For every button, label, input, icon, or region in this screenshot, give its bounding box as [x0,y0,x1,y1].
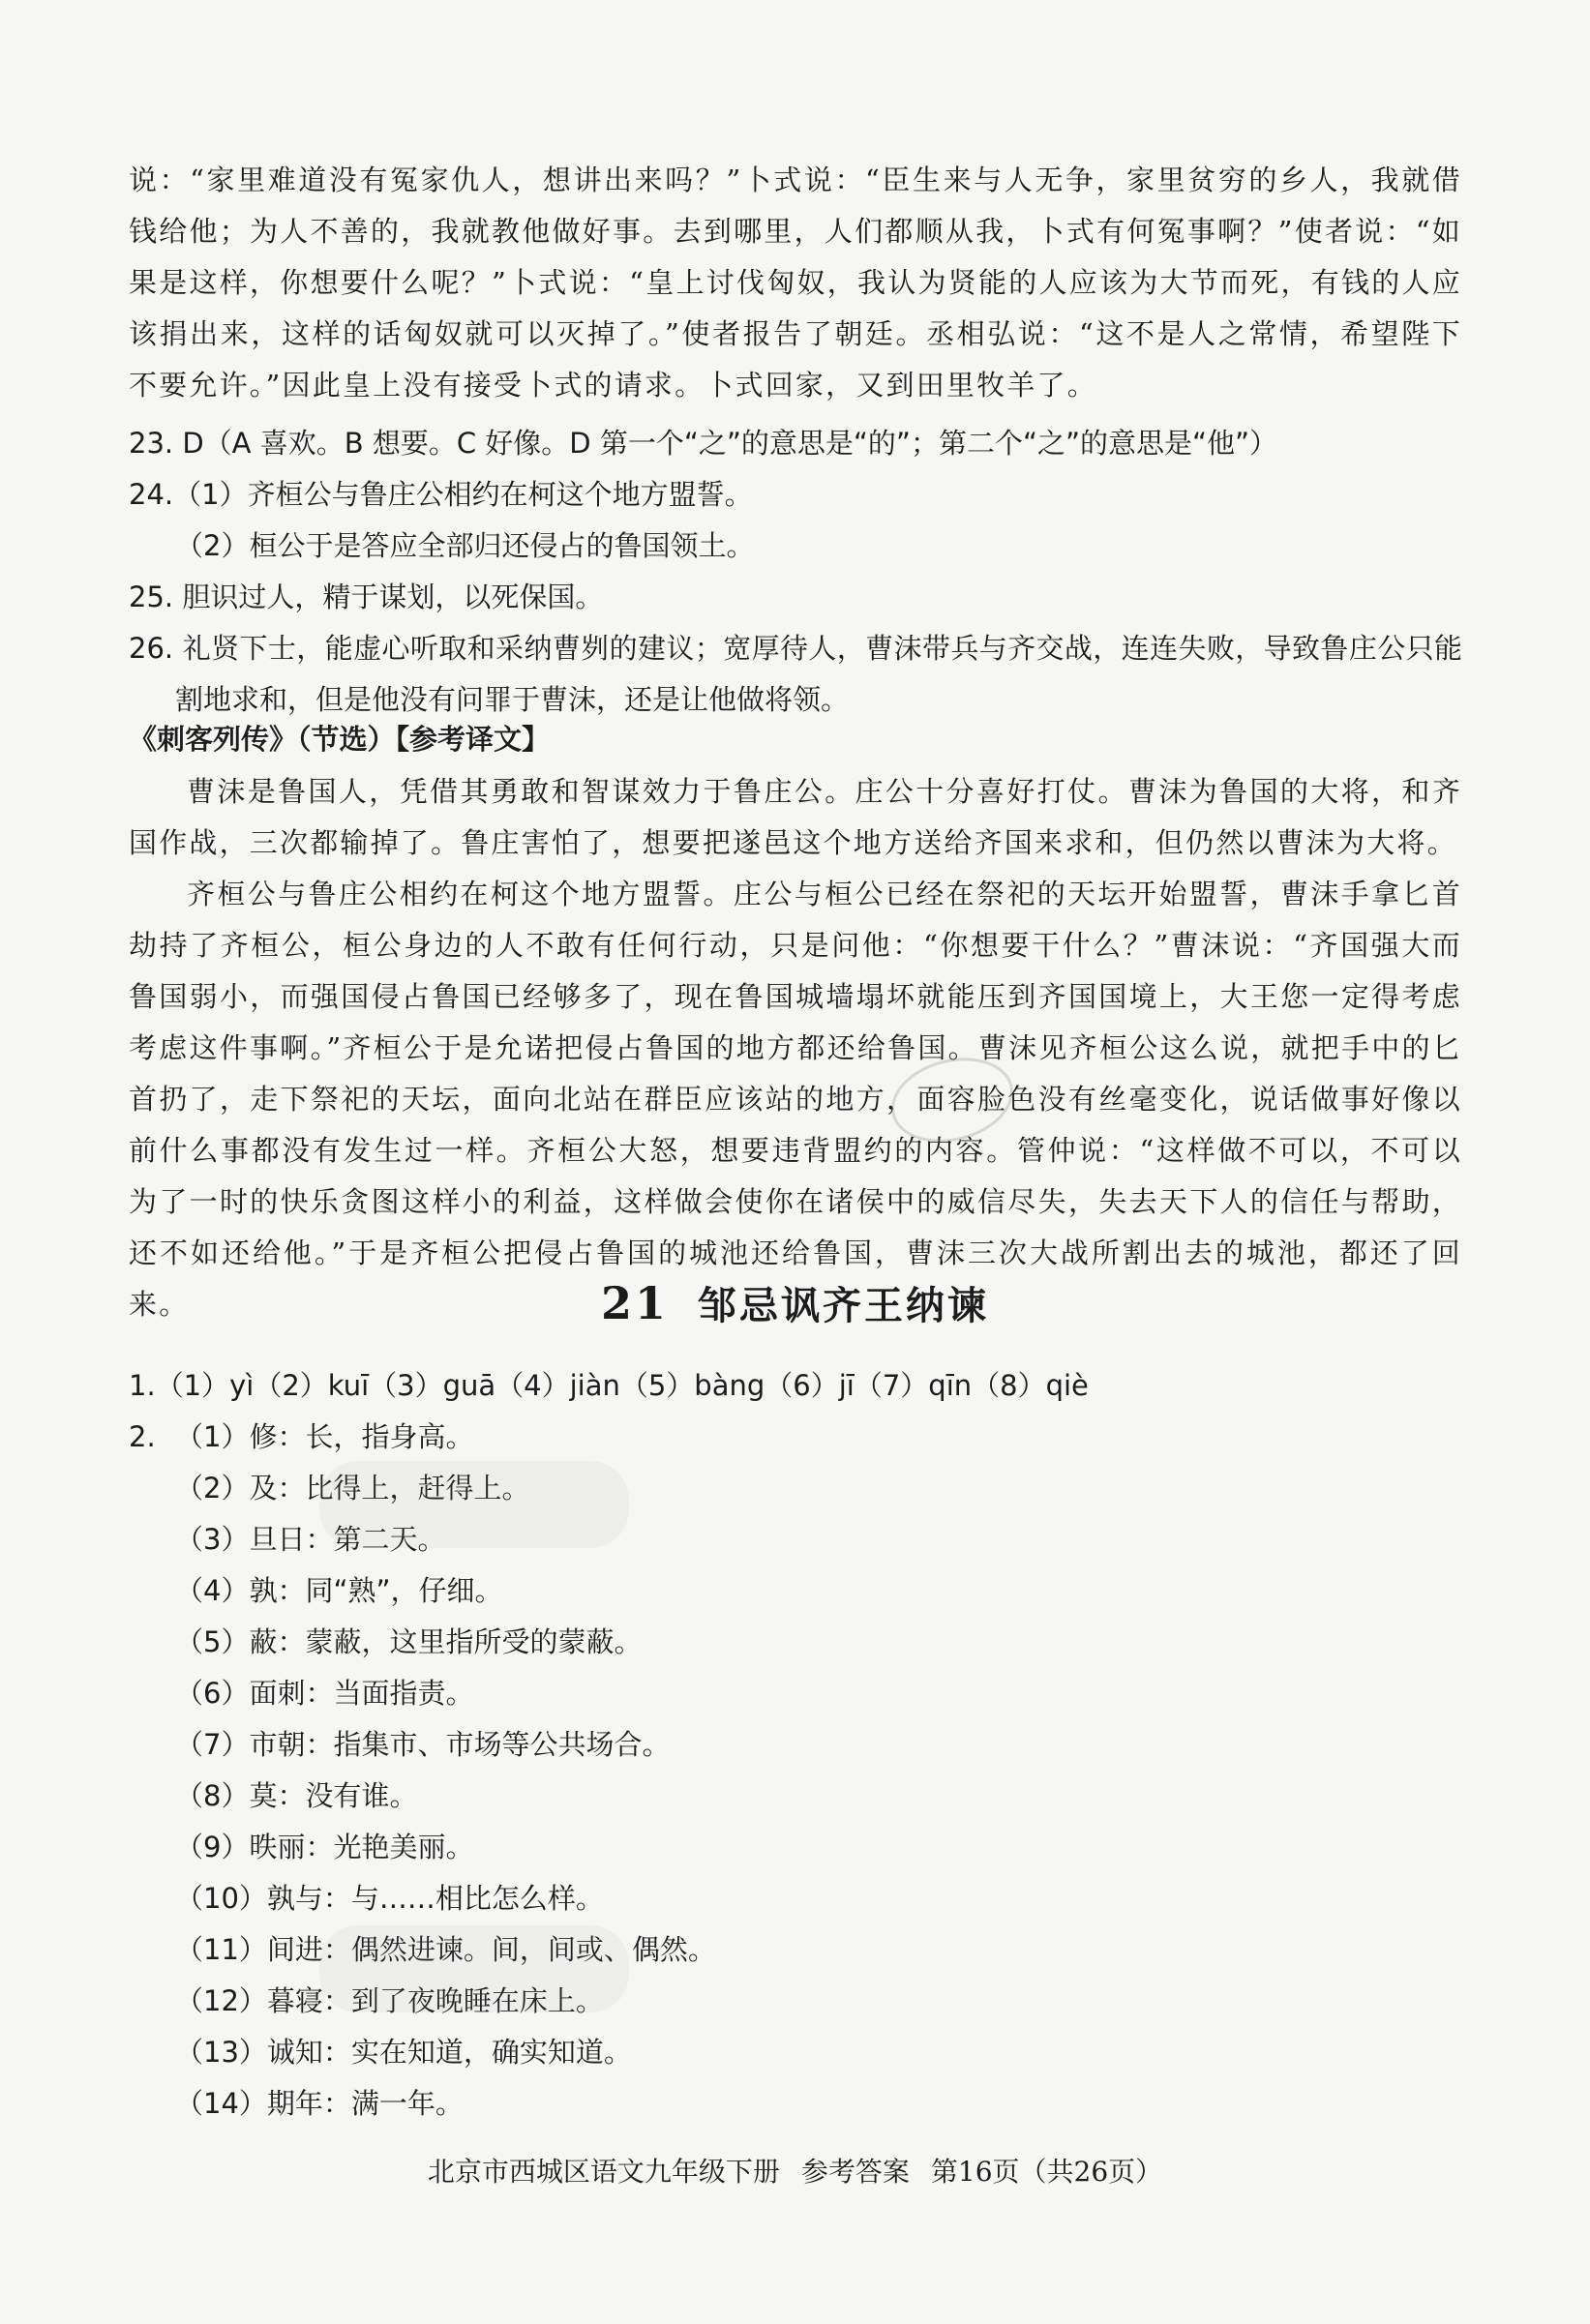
list-item: （13）诚知：实在知道，确实知道。 [175,2036,632,2069]
list-item: （2）及：比得上，赶得上。 [175,1472,530,1505]
list-item: （12）暮寝：到了夜晚睡在床上。 [175,1984,604,2017]
translation-paragraph: 齐桓公与鲁庄公相约在柯这个地方盟誓。庄公与桓公已经在祭祀的天坛开始盟誓，曹沫手拿匕首劫持了齐桓公，桓公身边的人不敢有任何行动，只是问他：“你想要干什么？”曹沫说：“齐国强大而鲁国弱小，而强国侵占鲁国已经够多了，现在鲁国城墙塌坏就能压到齐国国境上，大王您一定得考虑考虑这件事啊。”齐桓公于是允诺把侵占鲁国的地方都还给鲁国。曹沫见齐桓公这么说，就把手中的匕首扔了，走下祭祀的天坛，面向北站在群臣应该站的地方，面容脸色没有丝毫变化，说话做事好像以前什么事都没有发生过一样。齐桓公大怒，想要违背盟约的内容。管仲说：“这样做不可以，不可以为了一时的快乐贪图这样小的利益，这样做会使你在诸侯中的威信尽失，失去天下人的信任与帮助，还不如还给他。”于是齐桓公把侵占鲁国的城池还给鲁国，曹沫三次大战所割出去的城池，都还了回来。 [129,878,1462,1321]
list-item: （4）孰：同“熟”，仔细。 [175,1574,503,1607]
list-item: （14）期年：满一年。 [175,2087,464,2120]
footer-book-title: 北京市西城区语文九年级下册 [427,2156,780,2188]
answer-26: 26. 礼贤下士，能虚心听取和采纳曹刿的建议；宽厚待人，曹沫带兵与齐交战，连连失败，导致鲁庄公只能割地求和，但是他没有问罪于曹沫，还是让他做将领。 [129,632,1462,716]
answers-23-26 [129,418,1462,726]
list-item: （11）间进：偶然进谏。间，间或、偶然。 [175,1933,716,1966]
watermark-mark [319,1925,629,2012]
list-item: （8）莫：没有谁。 [175,1779,418,1812]
answer-23: 23. D（A 喜欢。B 想要。C 好像。D 第一个“之”的意思是“的”；第二个“之”的意思是“他”） [129,427,1278,460]
section-heading: 《刺客列传》（节选）【参考译文】 [129,723,551,756]
list-item: （10）孰与：与……相比怎么样。 [175,1882,604,1915]
translation-top [129,155,1462,411]
list-item: （7）市朝：指集市、市场等公共场合。 [175,1728,671,1761]
watermark-mark [319,1461,629,1548]
footer-label: 参考答案 [800,2156,910,2188]
chapter-heading [0,1275,1590,1330]
answer-24-1: 24.（1）齐桓公与鲁庄公相约在柯这个地方盟誓。 [129,478,753,511]
section-translation [129,766,1462,1330]
list-item: （9）昳丽：光艳美丽。 [175,1831,474,1863]
translation-paragraph: 曹沫是鲁国人，凭借其勇敢和智谋效力于鲁庄公。庄公十分喜好打仗。曹沫为鲁国的大将，和齐国作战，三次都输掉了。鲁庄害怕了，想要把遂邑这个地方送给齐国来求和，但仍然以曹沫为大将。 [129,775,1462,859]
answer-24-2: （2）桓公于是答应全部归还侵占的鲁国领土。 [175,529,755,562]
answer-25: 25. 胆识过人，精于谋划，以死保国。 [129,581,604,613]
list-item: （1）修：长，指身高。 [175,1420,474,1453]
page-footer [0,2151,1590,2190]
footer-page-number: 第16页（共26页） [930,2156,1163,2188]
list-item: （3）旦日：第二天。 [175,1523,446,1556]
chapter-title: 邹忌讽齐王纳谏 [698,1284,989,1328]
list-item: （6）面刺：当面指责。 [175,1677,474,1710]
chapter-number: 21 [600,1277,669,1329]
answer-2-label: 2. [129,1420,156,1453]
list-item: （5）蔽：蒙蔽，这里指所受的蒙蔽。 [175,1625,643,1658]
translation-paragraph: 说：“家里难道没有冤家仇人，想讲出来吗？”卜式说：“臣生来与人无争，家里贫穷的乡人，我就借钱给他；为人不善的，我就教他做好事。去到哪里，人们都顺从我，卜式有何冤事啊？”使者说：“如果是这样，你想要什么呢？”卜式说：“皇上讨伐匈奴，我认为贤能的人应该为大节而死，有钱的人应该捐出来，这样的话匈奴就可以灭掉了。”使者报告了朝廷。丞相弘说：“这不是人之常情，希望陛下不要允许。”因此皇上没有接受卜式的请求。卜式回家，又到田里牧羊了。 [129,164,1462,402]
answer-1-pinyin: 1.（1）yì（2）kuī（3）guā（4）jiàn（5）bàng（6）jī（7）qīn（8）qiè [129,1369,1089,1402]
